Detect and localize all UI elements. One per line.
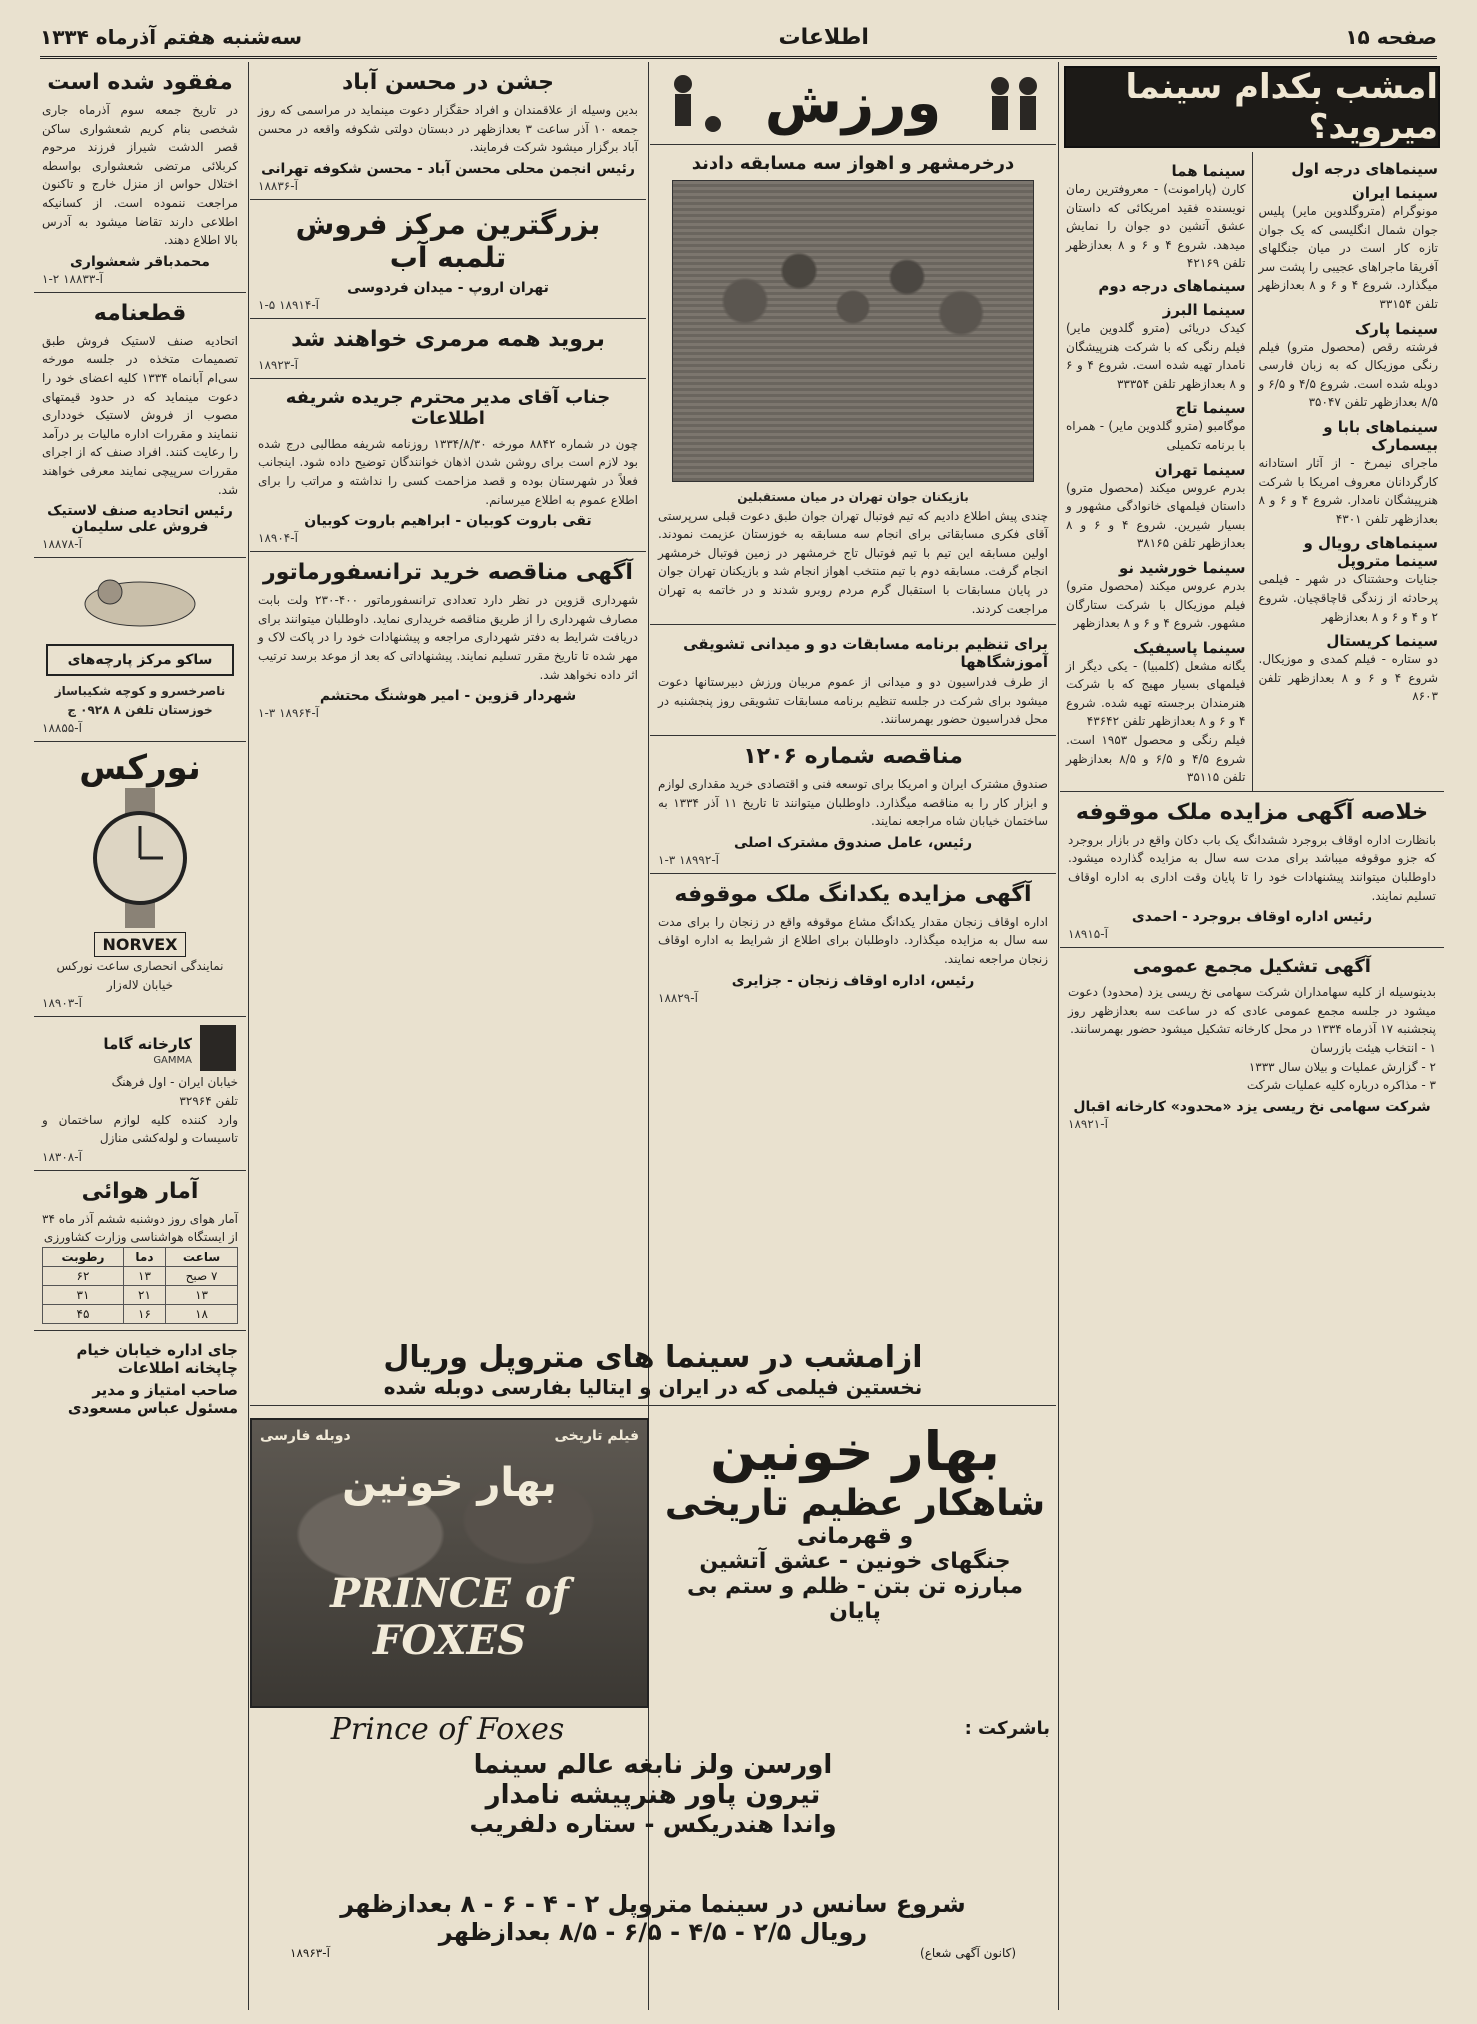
weather-report (34, 1171, 246, 1331)
resolution-signature: رئیس اتحادیه صنف لاستیک فروش علی سلیمان (47, 503, 233, 536)
film-ad-header (250, 1340, 1056, 1399)
ad-code: آ-۱۸۳۰۸ (42, 1149, 82, 1164)
tender-signature: شهردار قزوین - امیر هوشنگ محتشم (319, 688, 577, 705)
cinema-taj-text: موگامبو (مترو گلدوین مایر) - همراه با برنامه تکمیلی (1066, 419, 1246, 452)
wristwatch-icon (65, 788, 215, 928)
celebration-signature: رئیس انجمن محلی محسن آباد - محسن شکوفه تهرانی (261, 160, 635, 177)
left-column (34, 62, 246, 2010)
general-assembly-notice (1060, 948, 1444, 1137)
poster-persian-title: بهار خونین (342, 1460, 557, 1506)
boxers-icon (978, 68, 1048, 138)
imprint (34, 1331, 246, 1425)
stroll-title: بروید همه مرمری خواهند شد (291, 326, 605, 352)
film-english-title: Prince of Foxes (330, 1712, 565, 1747)
cinema-listings-right (1252, 152, 1445, 791)
team-photo (672, 180, 1034, 482)
resolution-text: اتحادیه صنف لاستیک فروش طبق تصمیمات متخذه در جلسه مورخه سی‌ام آبانماه ۱۳۳۴ کلیه اعضای خود را دعوت مینماید که در حدود قیمتهای مصوب از فروش لاستیک خودداری ننمایند و مقررات اداره مالیات بر درآمد را رعایت کنند. افراد صنف که از اجرای مقررات سرپیچی نمایند معرفی خواهند شد. (42, 333, 238, 497)
film-agency: (کانون آگهی شعاع) (920, 1946, 1016, 1960)
gamma-ad (34, 1017, 246, 1170)
table-row (43, 1267, 238, 1286)
film-subtitle2: و قهرمانی (796, 1524, 914, 1549)
column-rule (248, 62, 249, 2010)
weather-cell: ۶۲ (43, 1267, 124, 1286)
cinema-kristal-text: دو ستاره - فیلم کمدی و موزیکال. شروع ۴ و ۶ و ۸ بعدازظهر تلفن ۸۶۰۳ (1258, 652, 1438, 704)
cinema-babak-name: سینماهای بابا و بیسمارک (1323, 417, 1438, 454)
cinema-extra-text: فیلم رنگی و محصول ۱۹۵۳ است. شروع ۴/۵ و ۶/۵ و ۸/۵ بعدازظهر تلفن ۳۵۱۱۵ (1066, 733, 1246, 785)
match-title: درخرمشهر و اهواز سه مسابقه دادند (691, 153, 1015, 174)
summary-text: بانظارت اداره اوقاف بروجرد ششدانگ یک باب دکان واقع در بازار بروجرد که جزو موقوفه میباشد برای مدت سه سال به مزایده گذارده میشود. داوطلبان میتوانند پیشنهادات خود را تا پایان وقت اداری به اداره اوقاف تسلیم نمایند. (1068, 832, 1436, 903)
tender-text: شهرداری قزوین در نظر دارد تعدادی ترانسفورماتور ۴۰۰-۲۳۰ ولت بابت مصارف شهرداری را از طریق مناقصه خریداری نماید. داوطلبان میتوانند برای دریافت شرایط به دفتر شهرداری مراجعه و پیشنهادات خود را در پاکت لاک و مهر شده تا تاریخ مقرر تسلیم نمایند. پیشنهاداتی که بعد از موعد برسد ترتیب اثر داده نخواهد شد. (258, 593, 638, 682)
cinema-tehran-name: سینما تهران (1154, 460, 1246, 479)
schedule-metropol-label: شروع سانس در سینما متروپل (607, 1890, 966, 1918)
missing-person-notice (34, 62, 246, 293)
missing-text: در تاریخ جمعه سوم آذرماه جاری شخصی بنام کریم شعشواری ساکن قصر الدشت شیراز فرزند مرحوم کربلائی مرتضی شعشواری بواسطه اختلال حواس از منزل خارج و تاکنون مراجعت ننموده است. از کسانیکه اطلاعی دارند تقاضا میشود به آدرس بالا اطلاع دهند. (42, 103, 238, 248)
assembly-title: آگهی تشکیل مجمع عمومی (1133, 956, 1371, 978)
table-row (43, 1305, 238, 1324)
pump-address: تهران اروپ - میدان فردوسی (347, 279, 549, 296)
film-poster (250, 1418, 649, 1708)
borujerd-auction (1060, 791, 1444, 948)
watch-word: NORVEX (94, 932, 187, 957)
cinema-pacific-text: یگانه مشعل (کلمبیا) - یکی دیگر از فیلمهای بسیار مهیج که با شرکت هنرمندان برجسته تهیه شده. شروع ۴ و ۶ و ۸ بعدازظهر تلفن ۴۳۶۴۲ (1066, 658, 1246, 729)
stroll-ad (250, 319, 646, 379)
cinema-banner: امشب بکدام سینما میروید؟ (1064, 66, 1440, 148)
resolution-notice (34, 293, 246, 558)
match-text: چندی پیش اطلاع دادیم که تیم فوتبال تهران جوان طبق دعوت قبلی سرپرستی آقای فکری مسابقاتی برای انجام سه مسابقه به خوزستان عزیمت نمودند. اولین مسابقه این تیم با تیم فوتبال تاج خرمشهر در زمین فوتبال خرمشهر انجام گرفت. مسابقه دوم با تیم منتخب اهواز انجام شد و بازیکنان تهران جوان در پایان مسابقات با استقبال گرم مردم روبرو شدند و در خاتمه به تهران مراجعت کردند. (658, 508, 1048, 616)
ad-code: آ-۱۸۹۶۳ (290, 1946, 330, 1960)
weather-cell: ۱۸ (166, 1305, 238, 1324)
cinema-pacific-name: سینما پاسیفیک (1133, 638, 1246, 657)
film-description (660, 1420, 1050, 1624)
poster-tag-dub: دوبله فارسی (260, 1428, 351, 1444)
weather-cell: ۱۶ (123, 1305, 165, 1324)
watch-brand: نورکس (79, 748, 201, 789)
second-column (250, 62, 646, 1404)
tender-1206 (650, 736, 1056, 874)
gamma-title: کارخانه گاما (103, 1034, 192, 1053)
auction-text: اداره اوقاف زنجان مقدار یکدانگ مشاع موقوفه واقع در زنجان را برای مدت سه سال به مزایده میگذارد. داوطلبان برای اطلاع از شرایط به اداره اوقاف زنجان مراجعه نمایند. (658, 914, 1048, 966)
missing-signature: محمدباقر شعشواری (70, 253, 210, 270)
cinema-rashid-name: سینما خورشید نو (1118, 558, 1246, 577)
textile-ad-box (46, 644, 234, 676)
pump-title: بزرگترین مرکز فروش تلمبه آب (295, 207, 601, 274)
film-title: بهار خونین (710, 1420, 1000, 1483)
summary-title: خلاصه آگهی مزایده ملک موقوفه (1075, 799, 1429, 825)
textile-line2: ناصرخسرو و کوچه شکیباساز (54, 684, 226, 699)
ad-code: آ-۱۸۹۱۴ ۵-۱ (258, 297, 319, 312)
cinema-listings-left (1060, 152, 1252, 791)
match-report (650, 145, 1056, 625)
missing-title: مفقود شده است (47, 70, 233, 95)
page-header (40, 18, 1437, 59)
cinema-alborz-name: سینما البرز (1162, 300, 1246, 319)
newspaper-name: اطلاعات (778, 24, 869, 50)
cast-line1: اورسن ولز نابغه عالم سینما (473, 1750, 833, 1780)
weather-header: دما (123, 1248, 165, 1267)
film-top-line1: ازامشب در سینما های متروپل وریال (383, 1340, 923, 1375)
film-with-label: باشرکت : (964, 1718, 1050, 1739)
pump-ad (250, 200, 646, 319)
cinema-park-name: سینما پارک (1354, 319, 1438, 338)
schedule-metropol-times: ۲ - ۴ - ۶ - ۸ بعدازظهر (340, 1890, 600, 1918)
sport-section-header (650, 62, 1056, 145)
tender-title: آگهی مناقصه خرید ترانسفورماتور (263, 560, 633, 586)
training-text: از طرف فدراسیون دو و میدانی از عموم مربیان ورزش دبیرستانها دعوت میشود برای شرکت در جلسه تنظیم برنامه مسابقات تشویقی روز پنجشنبه در محل فدراسیون حضور بهمرسانند. (658, 675, 1048, 727)
gamma-text: وارد کننده کلیه لوازم ساختمان و تاسیسات و لوله‌کشی منازل (42, 1112, 238, 1146)
photo-caption: بازیکنان جوان تهران در میان مستقبلین (737, 490, 969, 504)
column-rule (648, 62, 649, 2010)
sport-title: ورزش (764, 70, 942, 136)
ad-code: آ-۱۸۸۵۵ (42, 721, 82, 736)
gamma-logo-text: GAMMA (153, 1054, 192, 1066)
agenda-item: ۲ - گزارش عملیات و بیلان سال ۱۳۳۳ (1248, 1059, 1436, 1074)
tender2-title: مناقصه شماره ۱۲۰۶ (743, 743, 963, 769)
film-ad-rule (250, 1405, 1056, 1407)
weather-cell: ۱۳ (166, 1286, 238, 1305)
lady-illustration-icon (70, 564, 210, 634)
film-subtitle3: جنگهای خونین - عشق آتشین (699, 1549, 1011, 1574)
weather-text: آمار هوای روز دوشنبه ششم آذر ماه ۳۴ از ایستگاه هواشناسی وزارت کشاورزی (42, 1211, 238, 1245)
cinema-iran-name: سینما ایران (1352, 184, 1438, 202)
ad-code: آ-۱۸۸۲۹ (658, 990, 698, 1005)
agenda-item: ۱ - انتخاب هیئت بازرسان (1310, 1041, 1436, 1055)
textile-line3: خوزستان تلفن ۸ ۰۹۲۸ ج (67, 702, 213, 717)
weather-cell: ۱۳ (123, 1267, 165, 1286)
training-notice (650, 625, 1056, 736)
ad-code: آ-۱۸۸۳۳ ۲-۱ (42, 271, 103, 286)
transformer-tender (250, 552, 646, 726)
zanjan-auction (650, 874, 1056, 1011)
celebration-text: بدین وسیله از علاقمندان و افراد حقگزار دعوت مینماید در مراسمی که روز جمعه ۱۰ آذر ساعت ۳ بعدازظهر در دبستان دولتی شکوفه واقعه در محسن آباد برگزار میشود شرکت فرمایند. (258, 103, 638, 155)
weather-cell: ۳۱ (43, 1286, 124, 1305)
ad-code: آ-۱۸۹۰۴ (258, 531, 298, 546)
letter-text: چون در شماره ۸۸۴۲ مورخه ۱۳۳۴/۸/۳۰ روزنامه شریفه مطالبی درج شده بود لازم است برای روشن شدن اذهان خوانندگان توضیح داده شود. اینجانب فعلاً در شهرستان بوده و قصد مزاحمت کسی را نداشته و مراتب را برای اطلاع عموم به اطلاع میرسانم. (258, 436, 638, 507)
letter-title: جناب آقای مدیر محترم جریده شریفه اطلاعات (285, 386, 611, 429)
cinema-royal-text: جنایات وحشتناک در شهر - فیلمی پرحادثه از زندگی قاچاقچیان. شروع ۲ و ۴ و ۶ و ۸ بعدازظهر (1258, 572, 1438, 624)
resolution-title: قطعنامه (93, 300, 187, 326)
weather-cell: ۲۱ (123, 1286, 165, 1305)
weather-title: آمار هوائی (81, 1178, 199, 1204)
film-subtitle1: شاهکار عظیم تاریخی (664, 1483, 1046, 1524)
imprint-line2: صاحب امتیاز و مدیر مسئول عباس مسعودی (67, 1381, 238, 1418)
weather-header: رطوبت (43, 1248, 124, 1267)
tender2-signature: رئیس، عامل صندوق مشترک اصلی (733, 834, 973, 851)
celebration-notice (250, 62, 646, 200)
textile-line1: ساکو مرکز پارچه‌های (67, 652, 213, 669)
schedule-royal-times: ۲/۵ - ۴/۵ - ۶/۵ - ۸/۵ بعدازظهر (438, 1918, 792, 1946)
cinema-rashid-text: بدرم عروس میکند (محصول مترو) فیلم موزیکال با شرکت ستارگان مشهور. شروع ۴ و ۶ و ۸ بعدازظهر (1066, 578, 1246, 631)
page-number: صفحه ۱۵ (1345, 25, 1437, 49)
poster-title: PRINCE of FOXES (330, 1570, 569, 1664)
right-column (1060, 62, 1444, 2010)
ad-code: آ-۱۸۹۰۳ (42, 996, 82, 1011)
cinema-tehran-text: بدرم عروس میکند (محصول مترو) داستان فیلمهای خانوادگی مشهور و بسیار شیرین. شروع ۴ و ۶ و ۸ بعدازظهر تلفن ۳۸۱۶۵ (1066, 480, 1246, 551)
gamma-phone: تلفن ۳۲۹۶۴ (179, 1094, 238, 1109)
ad-code: آ-۱۸۹۹۲ ۳-۱ (658, 852, 719, 867)
cinema-park-text: فرشته رقص (محصول مترو) فیلم رنگی موزیکال که به زبان فارسی دوبله شده است. شروع ۴/۵ و ۶/۵ و ۸/۵ بعدازظهر تلفن ۳۵۰۴۷ (1258, 339, 1438, 410)
film-schedule (250, 1890, 1056, 1960)
letter-to-editor (250, 379, 646, 552)
cinema-taj-name: سینما تاج (1175, 399, 1246, 418)
table-row (43, 1286, 238, 1305)
agenda-item: ۳ - مذاکره درباره کلیه عملیات شرکت (1246, 1078, 1436, 1093)
third-column (650, 62, 1056, 1404)
cinema-category-first: سینماهای درجه اول (1291, 160, 1438, 178)
footballers-icon (658, 68, 728, 138)
celebration-title: جشن در محسن آباد (342, 70, 554, 95)
gamma-logo-icon (198, 1023, 238, 1073)
summary-signature: رئیس اداره اوقاف بروجرد - احمدی (1131, 909, 1373, 926)
cast-line3: واندا هندریکس - ستاره دلفریب (469, 1810, 837, 1838)
auction-signature: رئیس، اداره اوقاف زنجان - جزایری (731, 972, 975, 989)
film-subtitle4: مبارزه تن بتن - ظلم و ستم بی پایان (686, 1574, 1024, 1624)
textile-ad (34, 558, 246, 742)
weather-header: ساعت (166, 1248, 238, 1267)
ad-code: آ-۱۸۹۱۵ (1068, 927, 1108, 942)
letter-signature: تقی باروت کوبیان - ابراهیم باروت کوبیان (304, 513, 592, 530)
cinema-iran-text: مونوگرام (متروگلدوین مایر) پلیس جوان شمال انگلیسی که یک جوان تازه کار است در میان جنگلهای آفریقا ماجراهای عجیبی را پشت سر میگذارد. شروع ۴ و ۶ و ۸ بعدازظهر تلفن ۳۳۱۵۴ (1258, 204, 1438, 311)
ad-code: آ-۱۸۹۲۱ (1068, 1116, 1108, 1131)
column-rule (1058, 62, 1059, 2010)
schedule-royal-label: رویال (799, 1918, 868, 1946)
weather-cell: ۴۵ (43, 1305, 124, 1324)
ad-code: آ-۱۸۸۳۶ (258, 178, 298, 193)
cinema-alborz-text: کیدک دریائی (مترو گلدوین مایر) فیلم رنگی که با شرکت هنرپیشگان نامدار تهیه شده است. شروع ۴ و ۶ و ۸ بعدازظهر تلفن ۳۳۳۵۴ (1066, 320, 1246, 391)
imprint-line1: جای اداره خیابان خیام چاپخانه اطلاعات (76, 1341, 238, 1378)
cinema-homa-name: سینما هما (1171, 162, 1246, 180)
assembly-text: بدینوسیله از کلیه سهامداران شرکت سهامی نخ ریسی یزد (محدود) دعوت میشود در جلسه مجمع عمومی عادی که در ساعت سه بعدازظهر روز پنجشنبه ۱۷ آذرماه ۱۳۳۴ در محل کارخانه تشکیل میشود حضور بهمرسانند. (1068, 985, 1436, 1037)
poster-tag-historic: فیلم تاریخی (554, 1428, 639, 1444)
ad-code: آ-۱۸۸۷۸ (42, 537, 82, 552)
cinema-royal-name: سینماهای رویال و سینما متروپل (1303, 534, 1438, 571)
assembly-signature: شرکت سهامی نخ ریسی یزد «محدود» کارخانه اقبال (1073, 1098, 1431, 1115)
film-cast (250, 1750, 1056, 1838)
issue-date: سه‌شنبه هفتم آذرماه ۱۳۳۴ (40, 25, 303, 49)
watch-ad (34, 742, 246, 1017)
auction-title: آگهی مزایده یکدانگ ملک موقوفه (674, 881, 1032, 907)
cinema-category-second: سینماهای درجه دوم (1098, 276, 1246, 295)
cinema-babak-text: ماجرای نیمرخ - از آثار استادانه کارگردانان معروف امریکا با شرکت هنرپیشگان نامدار. شروع ۴ و ۶ و ۸ بعدازظهر تلفن ۴۳۰۱ (1258, 455, 1438, 526)
film-top-line2: نخستین فیلمی که در ایران و ایتالیا بفارسی دوبله شده (383, 1375, 923, 1399)
weather-table (42, 1247, 238, 1324)
ad-code: آ-۱۸۹۶۴ ۳-۱ (258, 706, 319, 721)
gamma-address: خیابان ایران - اول فرهنگ (111, 1075, 238, 1090)
weather-cell: ۷ صبح (166, 1267, 238, 1286)
cast-line2: تیرون پاور هنرپیشه نامدار (485, 1780, 821, 1810)
cinema-listings (1060, 152, 1444, 791)
tender2-text: صندوق مشترک ایران و امریکا برای توسعه فنی و اقتصادی خرید مقداری لوازم و ابزار کار را به مناقصه میگذارد. داوطلبان میتوانند تا تاریخ ۱۱ آذر ۱۳۳۴ به ساختمان خیابان شاه مراجعه نمایند. (658, 776, 1049, 829)
training-title: برای تنظیم برنامه مسابقات دو و میدانی تشویقی آموزشگاهها (683, 635, 1048, 672)
cinema-kristal-name: سینما کریستال (1326, 632, 1438, 651)
ad-code: آ-۱۸۹۲۳ (258, 357, 298, 372)
cinema-homa-text: کارن (پارامونت) - معروفترین رمان نویسنده فقید امریکائی که داستان عشق آتشین دو جوان را نمایش میدهد. شروع ۴ و ۶ و ۸ بعدازظهر تلفن ۴۲۱۶۹ (1066, 182, 1246, 271)
watch-text: نمایندگی انحصاری ساعت نورکس خیابان لاله‌زار (56, 959, 224, 992)
